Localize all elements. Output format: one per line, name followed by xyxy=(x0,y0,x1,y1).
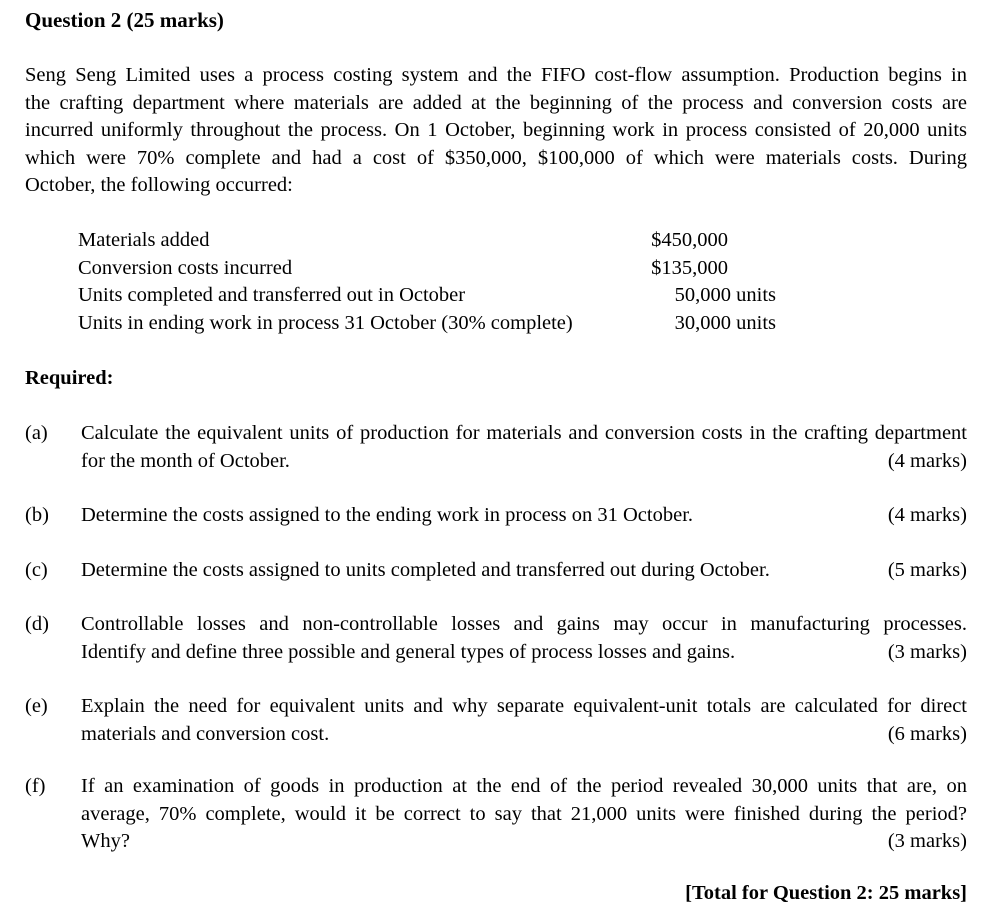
data-label: Units completed and transferred out in October xyxy=(78,284,466,306)
data-row-ending-wip xyxy=(78,310,798,338)
question-marks: (3 marks) xyxy=(887,830,967,852)
question-line: If an examination of goods in production at the end of the period revealed 30,000 units that are, on xyxy=(81,775,967,797)
question-marks: (4 marks) xyxy=(887,504,967,526)
question-line xyxy=(81,502,967,530)
question-marks: (3 marks) xyxy=(887,640,967,663)
question-label: (b) xyxy=(25,504,49,526)
data-label: Materials added xyxy=(78,229,210,251)
data-value: $135,000 xyxy=(651,256,728,279)
data-label: Conversion costs incurred xyxy=(78,256,293,279)
question-label: (d) xyxy=(25,613,49,635)
october-data-list xyxy=(78,227,798,337)
question-title: Question 2 (25 marks) xyxy=(25,8,224,32)
question-line: average, 70% complete, would it be correct to say that 21,000 units were finished during the period? xyxy=(81,802,967,825)
question-body xyxy=(81,611,967,666)
question-line-text: Determine the costs assigned to units completed and transferred out during October. xyxy=(81,559,770,581)
data-value: 50,000 units xyxy=(674,284,776,306)
question-line-text: Why? xyxy=(81,830,130,852)
intro-paragraph xyxy=(25,62,967,200)
question-line-text: Identify and define three possible and general types of process losses and gains. xyxy=(81,640,736,663)
question-line-text: for the month of October. xyxy=(81,449,290,472)
question-line xyxy=(81,639,967,667)
question-body xyxy=(81,502,967,530)
required-heading: Required: xyxy=(25,367,114,389)
question-line xyxy=(81,828,967,856)
question-label: (a) xyxy=(25,422,48,444)
data-label: Units in ending work in process 31 October (30% complete) xyxy=(78,311,573,334)
data-row-conversion xyxy=(78,255,798,283)
question-line xyxy=(81,721,967,749)
data-row-materials xyxy=(78,227,798,255)
question-label: (f) xyxy=(25,775,46,797)
question-marks: (4 marks) xyxy=(887,449,967,472)
intro-line: which were 70% complete and had a cost of $350,000, $100,000 of which were materials costs. During xyxy=(25,146,967,169)
intro-line: Seng Seng Limited uses a process costing system and the FIFO cost-flow assumption. Production begins in xyxy=(25,64,967,86)
data-row-completed xyxy=(78,282,798,310)
question-body xyxy=(81,420,967,475)
question-marks: (5 marks) xyxy=(887,559,967,581)
question-line-text: Determine the costs assigned to the ending work in process on 31 October. xyxy=(81,504,694,526)
intro-line: incurred uniformly throughout the process. On 1 October, beginning work in process consisted of 20,000 units xyxy=(25,119,967,141)
question-marks: (6 marks) xyxy=(887,722,967,745)
data-value: 30,000 units xyxy=(674,311,776,334)
question-line: Controllable losses and non-controllable losses and gains may occur in manufacturing processes. xyxy=(81,613,967,635)
question-line: Calculate the equivalent units of production for materials and conversion costs in the crafting department xyxy=(81,422,967,444)
question-body xyxy=(81,557,967,585)
question-body xyxy=(81,693,967,748)
question-label: (e) xyxy=(25,695,48,717)
question-body xyxy=(81,773,967,856)
question-line xyxy=(81,448,967,476)
question-label: (c) xyxy=(25,559,48,581)
question-line-text: materials and conversion cost. xyxy=(81,722,330,745)
question-total: [Total for Question 2: 25 marks] xyxy=(685,882,967,904)
intro-line: October, the following occurred: xyxy=(25,174,293,196)
intro-line: the crafting department where materials are added at the beginning of the process and conversion costs are xyxy=(25,91,967,114)
question-line xyxy=(81,557,967,585)
question-line: Explain the need for equivalent units and why separate equivalent-unit totals are calculated for direct xyxy=(81,695,967,717)
data-value: $450,000 xyxy=(651,229,728,251)
